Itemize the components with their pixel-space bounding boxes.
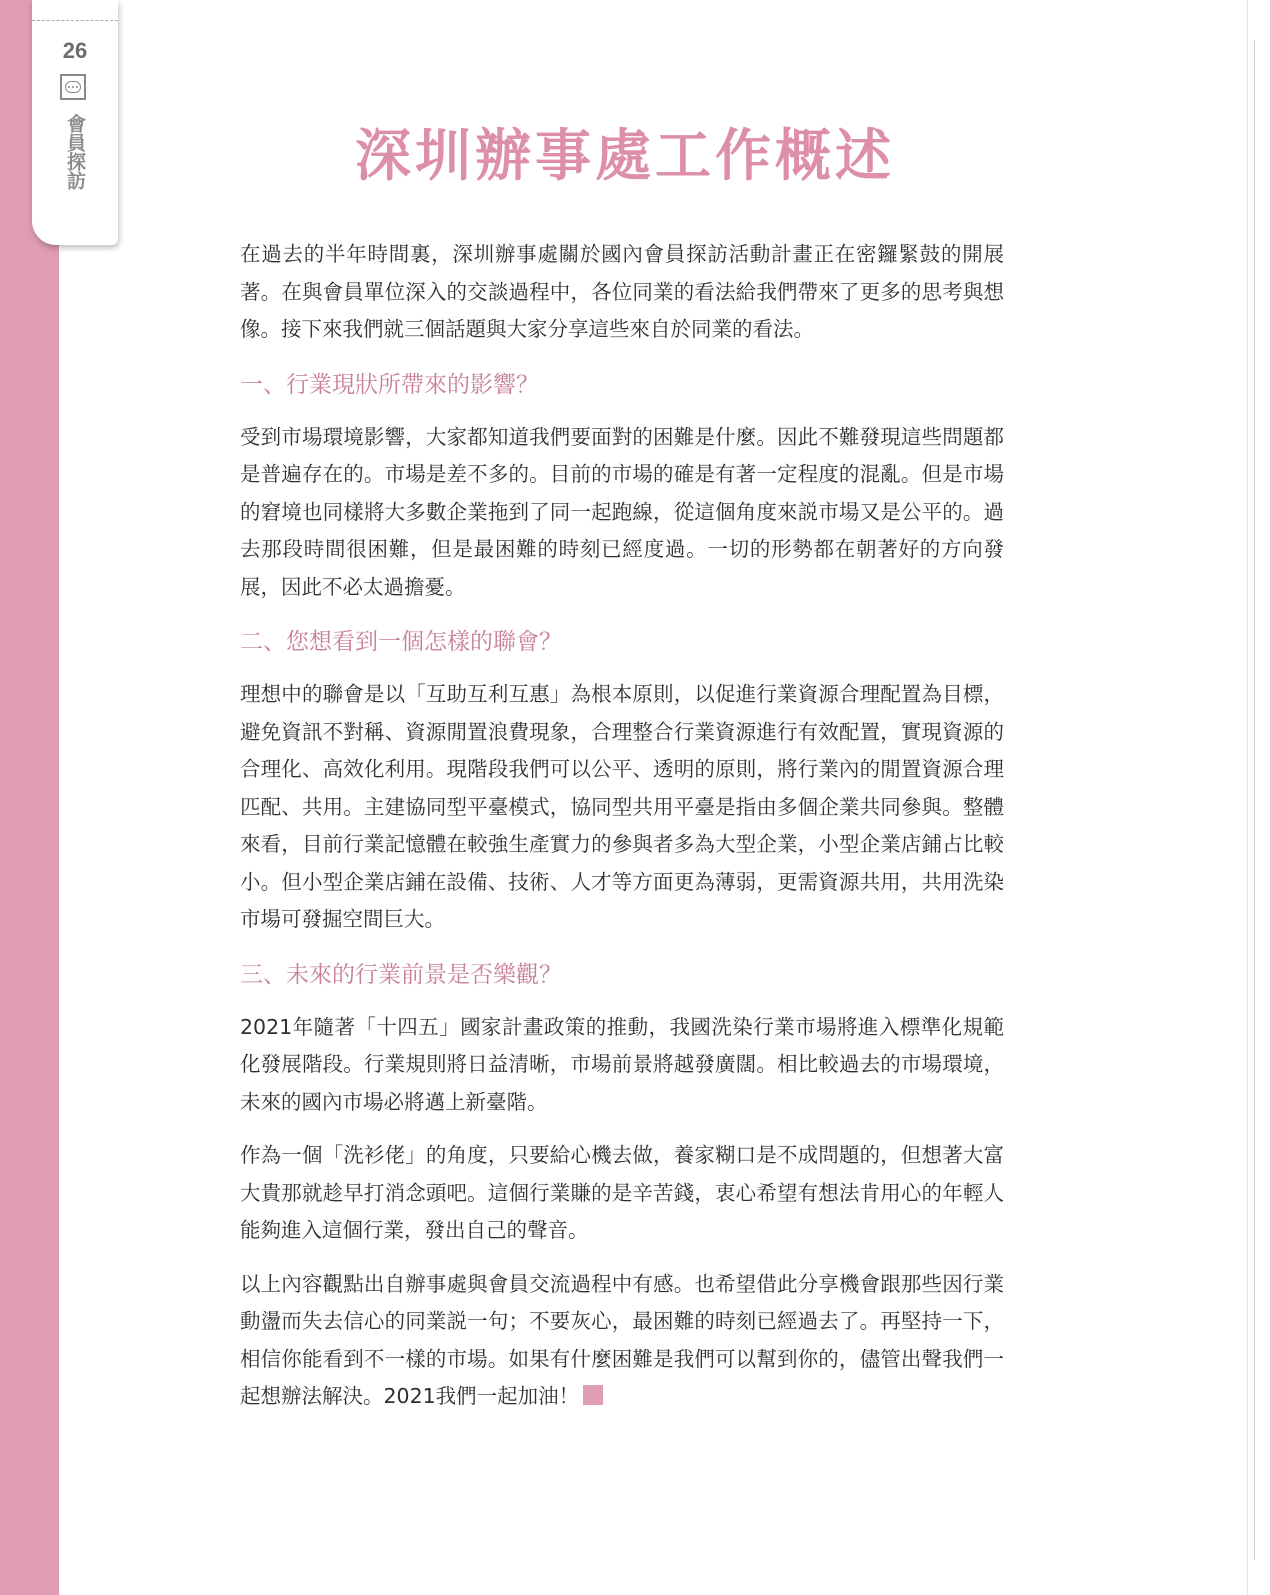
section-3-paragraph-1: 2021年隨著「十四五」國家計畫政策的推動，我國洗染行業市場將進入標準化規範化發展階段。行業規則將日益清晰，市場前景將越發廣闊。相比較過去的市場環境，未來的國內市場必將邁上新臺階。	[240, 1014, 1004, 1114]
section-1-paragraph: 受到市場環境影響，大家都知道我們要面對的困難是什麼。因此不難發現這些問題都是普遍存在的。市場是差不多的。目前的市場的確是有著一定程度的混亂。但是市場的窘境也同樣將大多數企業拖到了同一起跑線，從這個角度來説市場又是公平的。過去那段時間很困難，但是最困難的時刻已經度過。一切的形勢都在朝著好的方向發展，因此不必太過擔憂。	[240, 424, 1004, 599]
article-title: 深圳辦事處工作概述	[355, 124, 895, 189]
section-3-paragraph-2: 作為一個「洗衫佬」的角度，只要給心機去做，養家糊口是不成問題的，但想著大富大貴那就趁早打消念頭吧。這個行業賺的是辛苦錢，衷心希望有想法肯用心的年輕人能夠進入這個行業，發出自己的聲音。	[240, 1143, 1004, 1242]
closing-paragraph	[240, 1266, 1004, 1416]
article-body	[240, 236, 1004, 1432]
section-2-paragraph: 理想中的聯會是以「互助互利互惠」為根本原則，以促進行業資源合理配置為目標，避免資訊不對稱、資源閒置浪費現象，合理整合行業資源進行有效配置，實現資源的合理化、高效化利用。現階段我們可以公平、透明的原則，將行業內的閒置資源合理匹配、共用。主建協同型平臺模式，協同型共用平臺是指由多個企業共同參與。整體來看，目前行業記憶體在較強生產實力的參與者多為大型企業，小型企業店鋪占比較小。但小型企業店鋪在設備、技術、人才等方面更為薄弱，更需資源共用，共用洗染市場可發掘空間巨大。	[240, 682, 1004, 931]
tab-dashed-line	[32, 20, 118, 21]
chat-icon	[60, 74, 86, 100]
intro-paragraph: 在過去的半年時間裏，深圳辦事處關於國內會員探訪活動計畫正在密鑼緊鼓的開展著。在與會員單位深入的交談過程中，各位同業的看法給我們帶來了更多的思考與想像。接下來我們就三個話題與大家分享這些來自於同業的看法。	[240, 242, 1004, 341]
section-heading-1: 一、行業現狀所帶來的影響？	[240, 371, 539, 398]
section-heading-2: 二、您想看到一個怎樣的聯會？	[240, 629, 562, 655]
page-edge-line	[1254, 40, 1255, 1560]
right-page-edge	[1247, 0, 1270, 1595]
page-number: 26	[62, 38, 88, 63]
section-label	[32, 114, 118, 190]
end-mark-icon	[583, 1385, 603, 1405]
section-label-text: 會員探訪	[64, 114, 86, 190]
section-heading-3: 三、未來的行業前景是否樂觀？	[240, 961, 562, 988]
section-tab	[32, 0, 118, 245]
closing-text: 以上內容觀點出自辦事處與會員交流過程中有感。也希望借此分享機會跟那些因行業動盪而失去信心的同業説一句；不要灰心，最困難的時刻已經過去了。再堅持一下，相信你能看到不一樣的市場。如果有什麼困難是我們可以幫到你的，儘管出聲我們一起想辦法解決。2021我們一起加油！	[240, 1271, 1004, 1408]
